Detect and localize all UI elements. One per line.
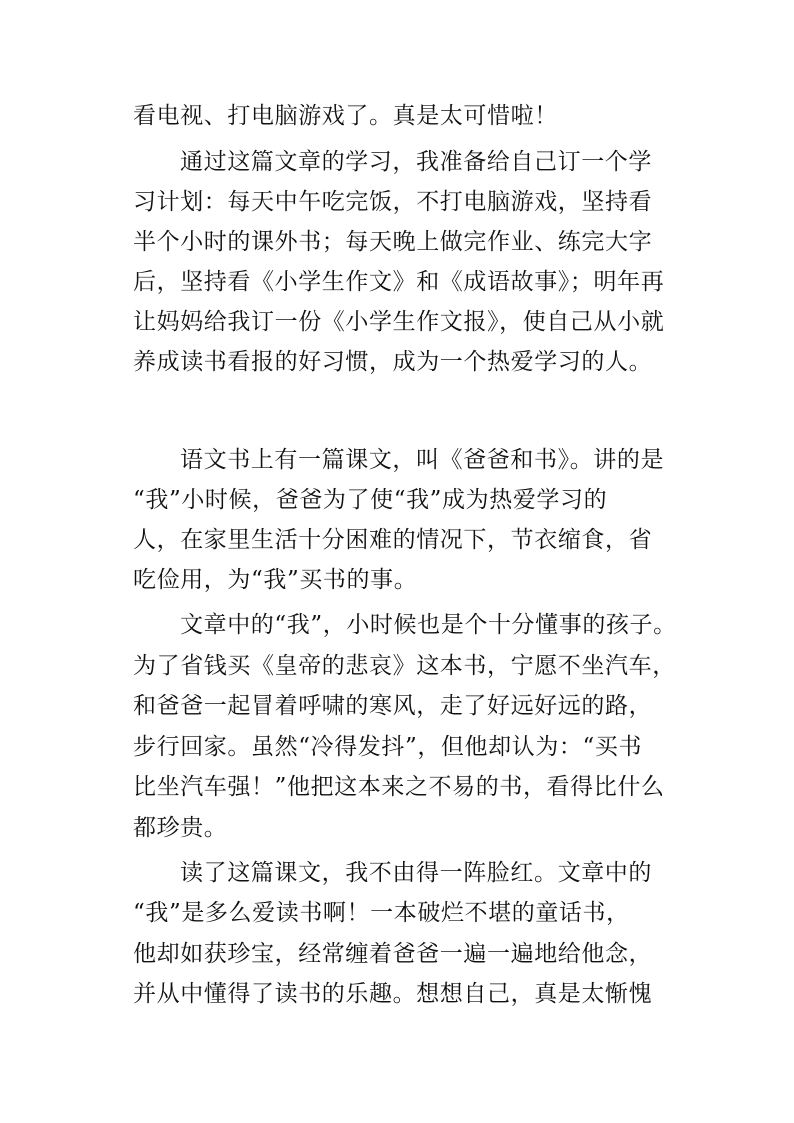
text-line: 后，坚持看《小学生作文》和《成语故事》；明年再: [133, 269, 665, 295]
text-line: 步行回家。虽然“冷得发抖”，但他却认为：“买书: [133, 734, 643, 760]
text-line: 人，在家里生活十分困难的情况下，节衣缩食，省: [133, 527, 653, 553]
text-line: 习计划：每天中午吃完饭，不打电脑游戏，坚持看: [133, 189, 653, 215]
text-line: “我”是多么爱读书啊！一本破烂不堪的童话书，: [133, 900, 630, 926]
text-line: 让妈妈给我订一份《小学生作文报》，使自己从小就: [133, 309, 665, 335]
text-line: 比坐汽车强！”他把这本来之不易的书，看得比什么: [133, 774, 665, 800]
text-line: 为了省钱买《皇帝的悲哀》这本书，宁愿不坐汽车，: [133, 653, 676, 679]
text-line: “我”小时候，爸爸为了使“我”成为热爱学习的: [133, 487, 608, 513]
text-line: 看电视、打电脑游戏了。真是太可惜啦！: [133, 103, 558, 129]
text-line: 语文书上有一篇课文，叫《爸爸和书》。讲的是: [180, 447, 665, 473]
text-line: 文章中的“我”，小时候也是个十分懂事的孩子。: [180, 612, 677, 638]
text-line: 吃俭用，为“我”买书的事。: [133, 567, 418, 593]
text-line: 和爸爸一起冒着呼啸的寒风，走了好远好远的路，: [133, 693, 653, 719]
text-line: 他却如获珍宝，经常缠着爸爸一遍一遍地给他念，: [133, 941, 653, 967]
text-line: 通过这篇文章的学习，我准备给自己订一个学: [180, 149, 652, 175]
text-line: 养成读书看报的好习惯，成为一个热爱学习的人。: [133, 349, 653, 375]
text-line: 并从中懂得了读书的乐趣。想想自己，真是太惭愧: [133, 981, 653, 1007]
text-line: 半个小时的课外书；每天晚上做完作业、练完大字: [133, 229, 653, 255]
text-line: 都珍贵。: [133, 815, 228, 841]
text-line: 读了这篇课文，我不由得一阵脸红。文章中的: [180, 860, 652, 886]
